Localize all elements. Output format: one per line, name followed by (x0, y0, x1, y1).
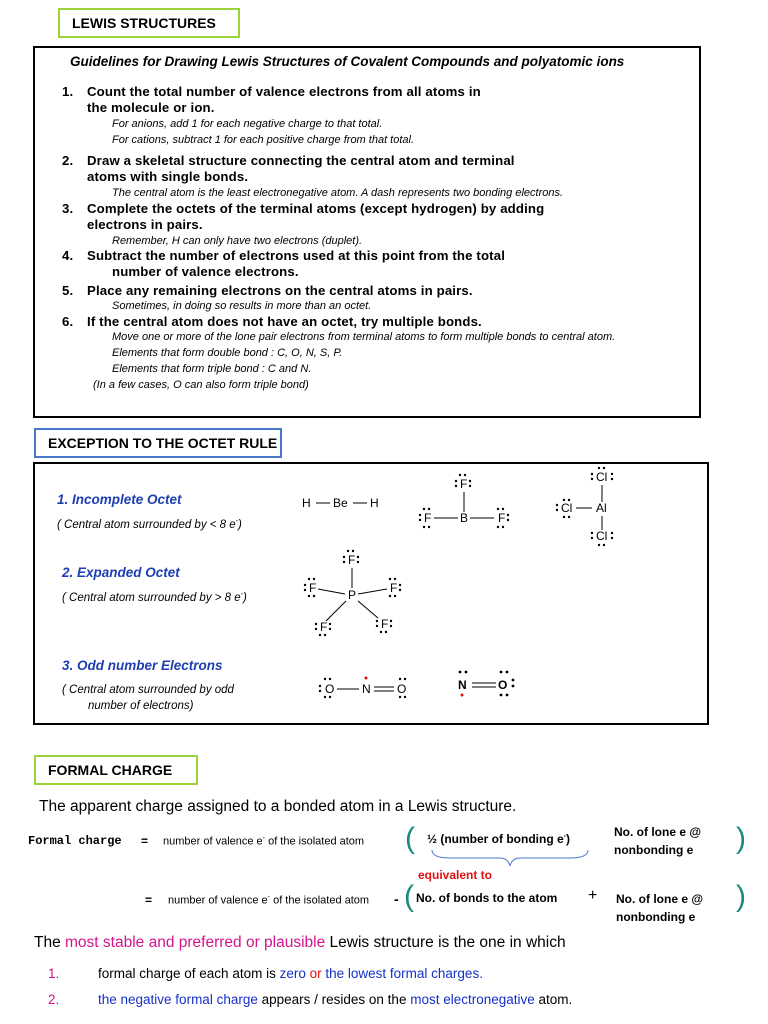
formal-charge-label: Formal charge (28, 834, 122, 848)
svg-text:Cl: Cl (561, 501, 573, 515)
svg-text:H: H (302, 496, 311, 510)
svg-text:N: N (458, 678, 467, 692)
exception-1-title: 1. Incomplete Octet (57, 492, 182, 507)
step-number: 4. (62, 248, 74, 263)
plus-sign: + (588, 887, 598, 904)
svg-text:F: F (309, 581, 317, 595)
step-text: Place any remaining electrons on the central atoms in pairs. (87, 283, 473, 298)
step-note: Move one or more of the lone pair electrons from terminal atoms to form multiple bonds to central atom. (112, 331, 616, 343)
step-note: For cations, subtract 1 for each positive charge from that total. (112, 134, 415, 146)
rule-2-text: the negative formal charge appears / resides on the most electronegative atom. (98, 992, 573, 1007)
lone-e-term-2b: nonbonding e (616, 910, 696, 924)
formal-charge-definition: The apparent charge assigned to a bonded atom in a Lewis structure. (39, 798, 517, 815)
svg-text:F: F (424, 511, 432, 525)
rule-1-text: formal charge of each atom is zero or the lowest formal charges. (98, 966, 483, 981)
section-label-lewis: LEWIS STRUCTURES (58, 8, 240, 38)
exception-2-desc: ( Central atom surrounded by > 8 e-) (62, 591, 247, 604)
section-label-formal: FORMAL CHARGE (34, 755, 198, 785)
svg-text:O: O (498, 678, 508, 692)
svg-text:F: F (390, 581, 398, 595)
step-number: 2. (62, 153, 74, 168)
no-structure (458, 671, 514, 697)
guidelines-title: Guidelines for Drawing Lewis Structures of Covalent Compounds and polyatomic ions (70, 54, 625, 69)
equals-sign-2: = (145, 893, 153, 907)
equals-sign-1: = (141, 834, 149, 848)
step-number: 6. (62, 314, 74, 329)
section-label-exception: EXCEPTION TO THE OCTET RULE (34, 428, 282, 458)
step-number: 1. (62, 84, 74, 99)
step-text-continued: atoms with single bonds. (87, 169, 249, 184)
exception-1-desc: ( Central atom surrounded by < 8 e-) (57, 518, 242, 531)
step-note-extra: (In a few cases, O can also form triple bond) (93, 379, 309, 391)
svg-text:Cl: Cl (596, 529, 608, 543)
valence-term-2: number of valence e- of the isolated atom (168, 894, 370, 907)
svg-text:F: F (460, 477, 468, 491)
svg-text:N: N (362, 682, 371, 696)
lone-e-term-2: No. of lone e @ (616, 892, 704, 906)
svg-text:Al: Al (596, 501, 607, 515)
half-bonding-term: ½ (number of bonding e-) (427, 832, 571, 846)
no2-structure (319, 677, 407, 699)
pf5-structure (304, 550, 401, 636)
svg-text:Cl: Cl (596, 470, 608, 484)
svg-text:Be: Be (333, 496, 348, 510)
bf3-structure (419, 474, 509, 528)
svg-text:O: O (325, 682, 335, 696)
lewis-structures-drawings (290, 466, 710, 722)
svg-text:H: H (370, 496, 379, 510)
step-text: If the central atom does not have an octet, try multiple bonds. (87, 314, 482, 329)
equivalent-brace (430, 848, 590, 868)
svg-text:P: P (348, 588, 357, 602)
svg-text:F: F (498, 511, 506, 525)
exception-2-title: 2. Expanded Octet (62, 565, 180, 580)
step-text: Count the total number of valence electrons from all atoms in (87, 84, 481, 99)
lone-e-term-1: No. of lone e @ (614, 825, 702, 839)
bracket-open-1: ( (405, 822, 415, 855)
bonds-term: No. of bonds to the atom (416, 891, 558, 905)
step-note: The central atom is the least electronegative atom. A dash represents two bonding electrons. (112, 187, 564, 199)
rule-2-number: 2. (48, 992, 60, 1007)
exception-3-desc: ( Central atom surrounded by odd (62, 684, 234, 696)
stable-structure-statement: The most stable and preferred or plausible Lewis structure is the one in which (34, 934, 566, 951)
valence-term-1: number of valence e- of the isolated atom (163, 835, 365, 848)
lone-e-term-1b: nonbonding e (614, 843, 694, 857)
step-text: Complete the octets of the terminal atoms (except hydrogen) by adding (87, 201, 545, 216)
rule-1-number: 1. (48, 966, 60, 981)
step-number: 5. (62, 283, 74, 298)
exception-3-desc2: number of electrons) (88, 700, 194, 712)
minus-sign: - (394, 891, 399, 907)
step-text: Subtract the number of electrons used at this point from the total (87, 248, 506, 263)
step-note: Sometimes, in doing so results in more than an octet. (112, 300, 372, 312)
step-note: Elements that form double bond : C, O, N, S, P. (112, 347, 343, 359)
exception-3-title: 3. Odd number Electrons (62, 658, 223, 673)
step-text-continued: number of valence electrons. (112, 264, 299, 279)
step-text: Draw a skeletal structure connecting the central atom and terminal (87, 153, 515, 168)
svg-text:F: F (381, 617, 389, 631)
step-note: Elements that form triple bond : C and N. (112, 363, 312, 375)
bracket-close-2: ) (736, 880, 746, 913)
alcl3-structure (556, 467, 613, 546)
step-number: 3. (62, 201, 74, 216)
bracket-close-1: ) (736, 822, 746, 855)
svg-text:F: F (348, 553, 356, 567)
beh2-structure (302, 496, 379, 510)
step-text-continued: electrons in pairs. (87, 217, 203, 232)
svg-text:F: F (320, 620, 328, 634)
step-note: For anions, add 1 for each negative charge to that total. (112, 118, 383, 130)
step-note: Remember, H can only have two electrons (duplet). (112, 235, 363, 247)
svg-text:B: B (460, 511, 469, 525)
bracket-open-2: ( (404, 880, 414, 913)
equivalent-to-label: equivalent to (418, 868, 493, 882)
svg-text:O: O (397, 682, 407, 696)
step-text-continued: the molecule or ion. (87, 100, 215, 115)
